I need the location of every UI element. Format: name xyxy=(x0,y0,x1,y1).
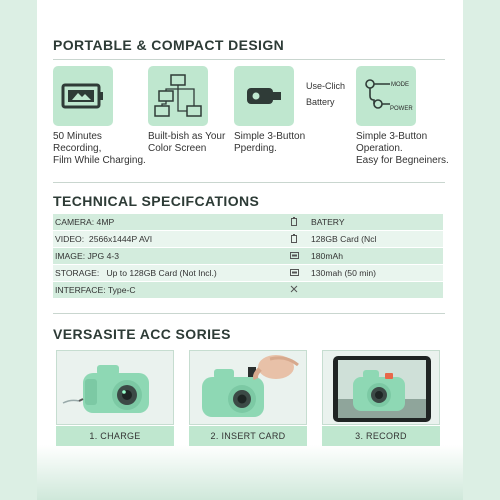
spec-key: STORAGE: xyxy=(55,268,100,278)
camera-insert-card-icon xyxy=(190,351,307,425)
step-label: 1. CHARGE xyxy=(56,426,174,446)
spec-value: JPG 4-3 xyxy=(87,251,120,261)
spec-value: 4MP xyxy=(96,217,115,227)
feature-screen xyxy=(148,66,244,155)
divider xyxy=(53,313,445,314)
charge-photo xyxy=(56,350,174,425)
spec-right-value: 180mAh xyxy=(311,251,344,261)
insert-card-photo xyxy=(189,350,307,425)
mode-label: MODE xyxy=(391,82,409,88)
caption-line: 50 Minutes xyxy=(53,131,102,142)
feature-operation xyxy=(356,66,461,167)
spec-key: VIDEO: xyxy=(55,234,85,244)
side-label-line: Use-Clich xyxy=(306,81,346,91)
step-label: 3. RECORD xyxy=(322,426,440,446)
caption-line: Easy for Begneiners. xyxy=(356,155,449,166)
section-title-specs: TECHNICAL SPECIFCATIONS xyxy=(53,193,260,209)
spec-value: Type-C xyxy=(107,285,136,295)
spec-right-value: BATERY xyxy=(311,217,345,227)
spec-row xyxy=(53,265,443,281)
step-record xyxy=(322,350,440,446)
feature-caption xyxy=(234,131,330,155)
section-title-accessories: VERSASITE ACC SORIES xyxy=(53,326,231,342)
battery-small-icon xyxy=(277,217,311,228)
section-title-design: PORTABLE & COMPACT DESIGN xyxy=(53,37,285,53)
battery-icon xyxy=(61,82,105,110)
feature-caption xyxy=(356,131,461,167)
feature-tile xyxy=(234,66,294,126)
divider xyxy=(53,182,445,183)
caption-line: Film While Charging. xyxy=(53,155,146,166)
spec-key: IMAGE: xyxy=(55,251,86,261)
power-label: POWER xyxy=(390,106,413,112)
spec-key: CAMERA: xyxy=(55,217,95,227)
cross-icon xyxy=(277,285,311,295)
record-photo xyxy=(322,350,440,425)
product-sheet xyxy=(37,0,463,500)
spec-value: Up to 128GB Card (Not Incl.) xyxy=(106,268,217,278)
spec-row xyxy=(53,214,443,230)
feature-caption xyxy=(148,131,244,155)
feature-tile xyxy=(53,66,113,126)
camera-record-icon xyxy=(323,351,440,425)
caption-line: Recording, xyxy=(53,143,102,154)
spec-row xyxy=(53,231,443,247)
flowchart-icon xyxy=(153,73,203,119)
spec-right-value: 130mah (50 min) xyxy=(311,268,376,278)
caption-line: Simple 3-Button xyxy=(356,131,428,142)
card-icon xyxy=(277,269,311,278)
feature-battery xyxy=(53,66,149,167)
spec-key: INTERFACE: xyxy=(55,285,106,295)
step-charge xyxy=(56,350,174,446)
usb-stick-icon xyxy=(244,83,284,109)
step-insert-card xyxy=(189,350,307,446)
caption-line: Built-bish as Your xyxy=(148,131,226,142)
caption-line: Pperding. xyxy=(234,143,277,154)
spec-table xyxy=(53,214,443,298)
use-click-battery-label xyxy=(306,80,345,108)
battery-small-icon xyxy=(277,234,311,245)
feature-tile xyxy=(356,66,416,126)
card-icon xyxy=(277,252,311,261)
camera-charging-icon xyxy=(57,351,174,425)
spec-row xyxy=(53,282,443,298)
spec-row xyxy=(53,248,443,264)
divider xyxy=(53,59,445,60)
caption-line: Simple 3-Button xyxy=(234,131,306,142)
side-label-line: Battery xyxy=(306,97,335,107)
step-label: 2. INSERT CARD xyxy=(189,426,307,446)
spec-right-value: 128GB Card (Ncl xyxy=(311,234,377,244)
caption-line: Operation. xyxy=(356,143,403,154)
spec-value: 2566x1444P AVI xyxy=(88,234,153,244)
feature-tile xyxy=(148,66,208,126)
bottom-fade xyxy=(37,445,463,500)
caption-line: Color Screen xyxy=(148,143,207,154)
feature-caption xyxy=(53,131,149,167)
